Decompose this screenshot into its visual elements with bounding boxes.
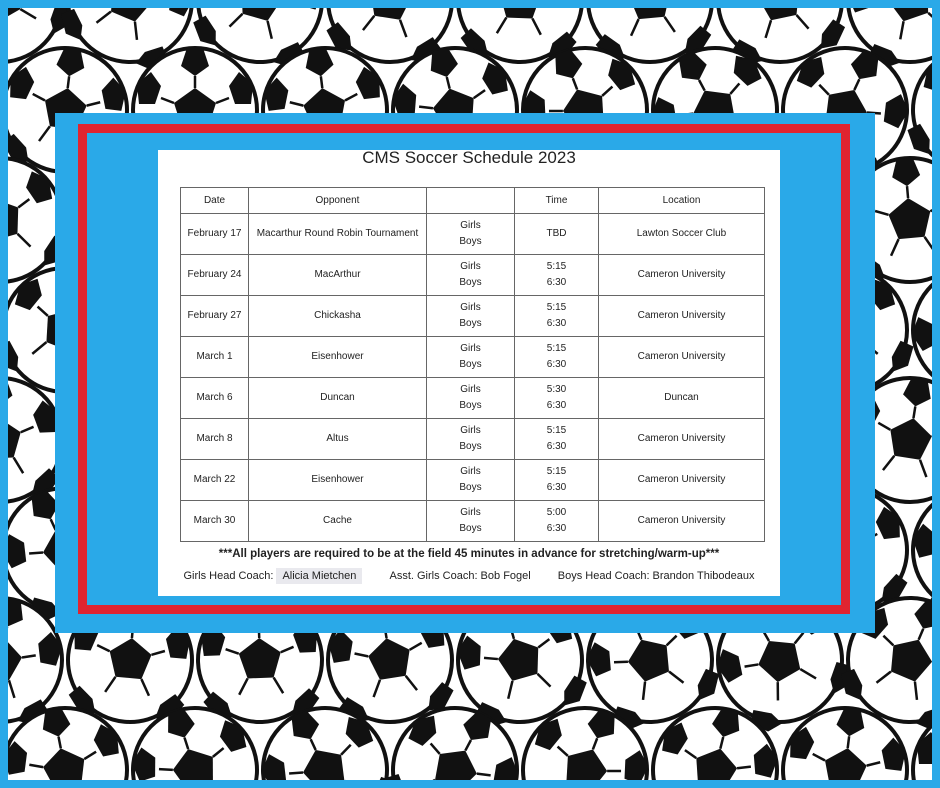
time-cell-line-1: 5:00 <box>546 507 567 518</box>
table-row <box>181 419 765 460</box>
girls-head-coach-label: Girls Head Coach: <box>183 570 274 582</box>
time-cell-line-2: 6:30 <box>546 523 567 534</box>
girls-head-coach <box>184 570 366 582</box>
team-cell-line-2: Boys <box>459 236 482 247</box>
opponent-cell: Eisenhower <box>249 337 427 378</box>
asst-girls-coach: Asst. Girls Coach: Bob Fogel <box>389 570 531 582</box>
table-row <box>181 460 765 501</box>
date-cell: February 24 <box>181 255 249 296</box>
header-time: Time <box>515 188 599 214</box>
team-cell-line-2: Boys <box>459 441 482 452</box>
team-cell <box>427 460 515 501</box>
team-cell-line-1: Girls <box>460 425 481 436</box>
time-cell-line-2: 6:30 <box>546 482 567 493</box>
time-cell <box>515 378 599 419</box>
team-cell <box>427 296 515 337</box>
time-cell <box>515 460 599 501</box>
team-cell-line-1: Girls <box>460 466 481 477</box>
team-cell-line-2: Boys <box>459 400 482 411</box>
header-date: Date <box>181 188 249 214</box>
date-cell: March 8 <box>181 419 249 460</box>
time-cell-line-1: 5:15 <box>546 261 567 272</box>
time-cell <box>515 214 599 255</box>
time-cell-line-1: 5:15 <box>546 302 567 313</box>
date-cell: March 22 <box>181 460 249 501</box>
time-cell-line-1: TBD <box>546 228 567 239</box>
table-row <box>181 337 765 378</box>
date-cell: March 1 <box>181 337 249 378</box>
team-cell-line-2: Boys <box>459 359 482 370</box>
location-cell: Cameron University <box>599 419 765 460</box>
time-cell <box>515 296 599 337</box>
table-header-row <box>181 188 765 214</box>
date-cell: March 30 <box>181 501 249 542</box>
time-cell-line-2: 6:30 <box>546 277 567 288</box>
team-cell-line-1: Girls <box>460 220 481 231</box>
opponent-cell: Altus <box>249 419 427 460</box>
team-cell <box>427 214 515 255</box>
team-cell-line-2: Boys <box>459 523 482 534</box>
coaches-line <box>158 570 780 582</box>
table-row <box>181 378 765 419</box>
time-cell-line-1: 5:30 <box>546 384 567 395</box>
table-row <box>181 501 765 542</box>
girls-head-coach-name: Alicia Mietchen <box>276 568 362 584</box>
time-cell <box>515 337 599 378</box>
table-row <box>181 255 765 296</box>
team-cell-line-1: Girls <box>460 384 481 395</box>
location-cell: Cameron University <box>599 255 765 296</box>
team-cell-line-1: Girls <box>460 302 481 313</box>
date-cell: March 6 <box>181 378 249 419</box>
time-cell-line-1: 5:15 <box>546 343 567 354</box>
location-cell: Cameron University <box>599 460 765 501</box>
opponent-cell: Duncan <box>249 378 427 419</box>
location-cell: Duncan <box>599 378 765 419</box>
opponent-cell: Eisenhower <box>249 460 427 501</box>
time-cell-line-2: 6:30 <box>546 359 567 370</box>
schedule-title: CMS Soccer Schedule 2023 <box>362 148 576 167</box>
team-cell-line-1: Girls <box>460 507 481 518</box>
table-row <box>181 214 765 255</box>
team-cell-line-1: Girls <box>460 261 481 272</box>
date-cell: February 17 <box>181 214 249 255</box>
time-cell-line-1: 5:15 <box>546 466 567 477</box>
team-cell-line-1: Girls <box>460 343 481 354</box>
team-cell <box>427 501 515 542</box>
location-cell: Cameron University <box>599 501 765 542</box>
team-cell-line-2: Boys <box>459 482 482 493</box>
opponent-cell: Chickasha <box>249 296 427 337</box>
time-cell <box>515 419 599 460</box>
schedule-sheet <box>158 150 780 596</box>
opponent-cell: MacArthur <box>249 255 427 296</box>
schedule-table <box>180 187 765 542</box>
team-cell <box>427 337 515 378</box>
location-cell: Lawton Soccer Club <box>599 214 765 255</box>
team-cell <box>427 378 515 419</box>
time-cell <box>515 501 599 542</box>
date-cell: February 27 <box>181 296 249 337</box>
opponent-cell: Macarthur Round Robin Tournament <box>249 214 427 255</box>
team-cell-line-2: Boys <box>459 277 482 288</box>
location-cell: Cameron University <box>599 337 765 378</box>
time-cell-line-2: 6:30 <box>546 441 567 452</box>
header-location: Location <box>599 188 765 214</box>
team-cell-line-2: Boys <box>459 318 482 329</box>
warmup-note: ***All players are required to be at the field 45 minutes in advance for stretching/warm-up*** <box>218 548 720 560</box>
team-cell <box>427 419 515 460</box>
time-cell-line-2: 6:30 <box>546 318 567 329</box>
time-cell-line-2: 6:30 <box>546 400 567 411</box>
team-cell <box>427 255 515 296</box>
time-cell <box>515 255 599 296</box>
header-opponent: Opponent <box>249 188 427 214</box>
header-team <box>427 188 515 214</box>
time-cell-line-1: 5:15 <box>546 425 567 436</box>
location-cell: Cameron University <box>599 296 765 337</box>
table-row <box>181 296 765 337</box>
opponent-cell: Cache <box>249 501 427 542</box>
boys-head-coach: Boys Head Coach: Brandon Thibodeaux <box>557 570 755 582</box>
